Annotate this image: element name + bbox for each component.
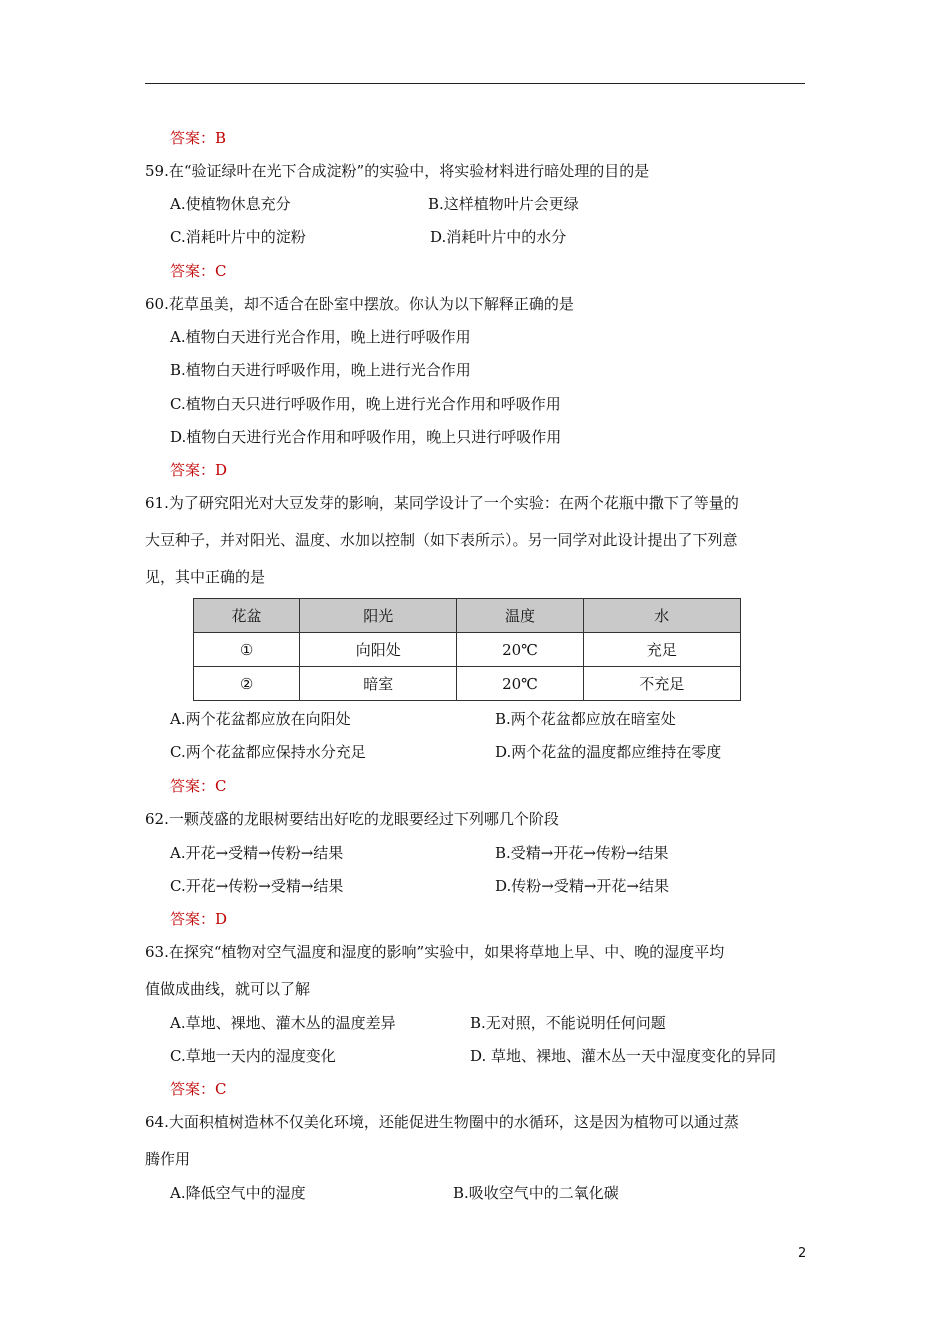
table-cell: 20℃	[457, 633, 583, 667]
q59-option-c: C.消耗叶片中的淀粉	[170, 228, 306, 246]
q61-option-a: A.两个花盆都应放在向阳处	[170, 710, 351, 728]
table-header-cell: 阳光	[300, 599, 457, 633]
q62-option-d: D.传粉→受精→开花→结果	[495, 877, 669, 895]
answer-61: 答案：C	[170, 777, 227, 795]
q64-option-b: B.吸收空气中的二氧化碳	[453, 1184, 619, 1202]
question-64-line-1: 64.大面积植树造林不仅美化环境，还能促进生物圈中的水循环，这是因为植物可以通过蒸	[145, 1113, 739, 1131]
answer-58: 答案：B	[170, 129, 227, 147]
q60-option-a: A.植物白天进行光合作用，晚上进行呼吸作用	[170, 328, 471, 346]
answer-60: 答案：D	[170, 461, 228, 479]
table-cell: 暗室	[300, 667, 457, 701]
table-cell: ①	[194, 633, 300, 667]
q60-option-b: B.植物白天进行呼吸作用，晚上进行光合作用	[170, 361, 471, 379]
table-cell: ②	[194, 667, 300, 701]
answer-62: 答案：D	[170, 910, 228, 928]
question-60: 60.花草虽美，却不适合在卧室中摆放。你认为以下解释正确的是	[145, 295, 574, 313]
question-61-line-3: 见，其中正确的是	[145, 568, 266, 586]
q62-option-a: A.开花→受精→传粉→结果	[170, 844, 344, 862]
question-62: 62.一颗茂盛的龙眼树要结出好吃的龙眼要经过下列哪几个阶段	[145, 810, 559, 828]
table-cell: 向阳处	[300, 633, 457, 667]
q63-option-d: D. 草地、裸地、灌木丛一天中湿度变化的异同	[470, 1047, 777, 1065]
q59-option-d: D.消耗叶片中的水分	[430, 228, 567, 246]
question-64-line-2: 腾作用	[145, 1150, 191, 1168]
table-header-row	[194, 599, 741, 633]
q61-option-c: C.两个花盆都应保持水分充足	[170, 743, 366, 761]
page-number: 2	[798, 1246, 807, 1261]
table-header-cell: 水	[583, 599, 740, 633]
q63-option-b: B.无对照，不能说明任何问题	[470, 1014, 666, 1032]
q61-option-d: D.两个花盆的温度都应维持在零度	[495, 743, 722, 761]
q61-option-b: B.两个花盆都应放在暗室处	[495, 710, 676, 728]
table-row	[194, 633, 741, 667]
question-59: 59.在“验证绿叶在光下合成淀粉”的实验中，将实验材料进行暗处理的目的是	[145, 162, 650, 180]
answer-59: 答案：C	[170, 262, 227, 280]
q63-option-a: A.草地、裸地、灌木丛的温度差异	[170, 1014, 396, 1032]
q59-option-a: A.使植物休息充分	[170, 195, 291, 213]
q62-option-c: C.开花→传粉→受精→结果	[170, 877, 344, 895]
q59-option-b: B.这样植物叶片会更绿	[428, 195, 579, 213]
table-cell: 20℃	[457, 667, 583, 701]
answer-63: 答案：C	[170, 1080, 227, 1098]
q62-option-b: B.受精→开花→传粉→结果	[495, 844, 669, 862]
q61-table	[193, 598, 741, 701]
question-61-line-2: 大豆种子，并对阳光、温度、水加以控制（如下表所示）。另一同学对此设计提出了下列意	[145, 531, 738, 549]
question-61-line-1: 61.为了研究阳光对大豆发芽的影响，某同学设计了一个实验：在两个花瓶中撒下了等量的	[145, 494, 739, 512]
table-cell: 不充足	[583, 667, 740, 701]
q64-option-a: A.降低空气中的湿度	[170, 1184, 306, 1202]
question-63-line-2: 值做成曲线，就可以了解	[145, 980, 311, 998]
table-cell: 充足	[583, 633, 740, 667]
header-rule	[145, 83, 805, 84]
table-header-cell: 温度	[457, 599, 583, 633]
q60-option-d: D.植物白天进行光合作用和呼吸作用，晚上只进行呼吸作用	[170, 428, 562, 446]
table-row	[194, 667, 741, 701]
q60-option-c: C.植物白天只进行呼吸作用，晚上进行光合作用和呼吸作用	[170, 395, 561, 413]
q63-option-c: C.草地一天内的湿度变化	[170, 1047, 336, 1065]
question-63-line-1: 63.在探究“植物对空气温度和湿度的影响”实验中，如果将草地上早、中、晚的湿度平均	[145, 943, 725, 961]
table-header-cell: 花盆	[194, 599, 300, 633]
